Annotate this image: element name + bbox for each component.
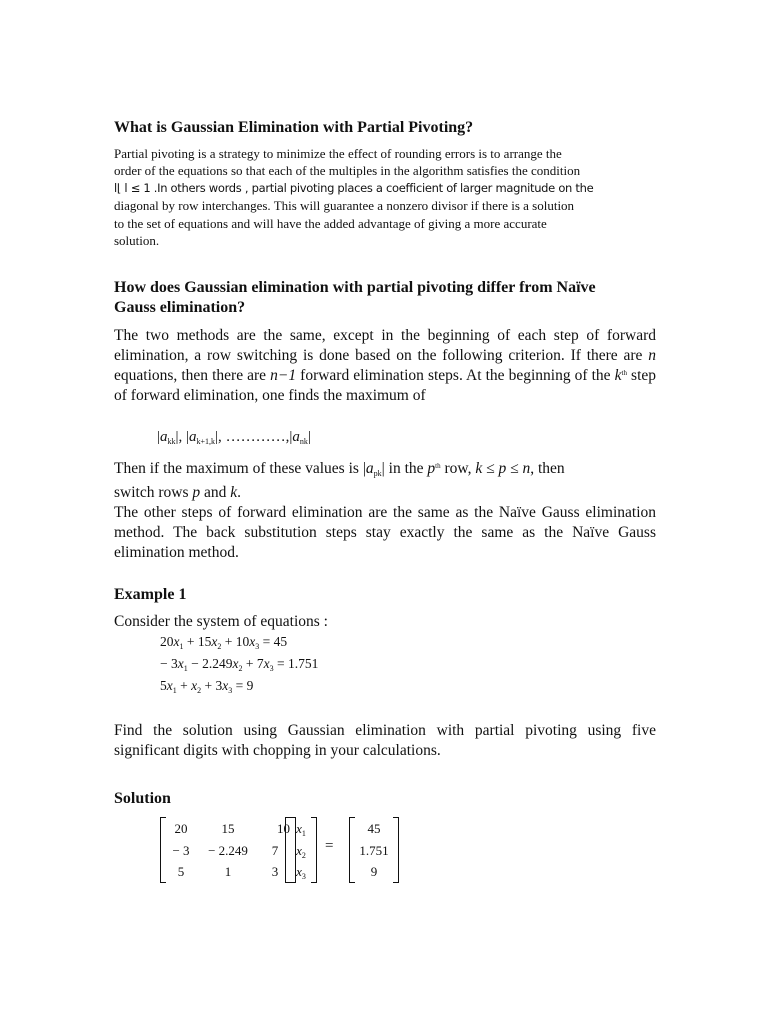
equation-1: $20x_1 + 15x_2 + 10x_3 = 45$ <box>160 634 288 651</box>
ellipsis: ………… <box>225 429 286 445</box>
text: in the <box>384 460 428 477</box>
equals-sign: = <box>325 838 334 854</box>
matrix-cell: 1 <box>224 864 232 880</box>
matrix-cell: 15 <box>221 821 235 836</box>
definition-line: order of the equations so that each of the multiples in the algorithm satisfies the condition <box>114 163 581 179</box>
condition-line <box>114 180 656 197</box>
rhs-vector <box>349 817 399 883</box>
definition-line: to the set of equations and will have the added advantage of giving a more accurate <box>114 215 547 231</box>
matrix-cell: 3 <box>271 864 279 880</box>
math-n: n <box>648 347 656 364</box>
matrix-cell: − 3 <box>172 842 190 858</box>
section-heading-comparison <box>114 278 656 318</box>
superscript: th <box>621 369 627 377</box>
vector-cell: $x_1$ <box>296 821 306 838</box>
equation-3: $5x_1 + x_2 + 3x_3 = 9$ <box>160 678 254 695</box>
example-heading: Example 1 <box>114 586 187 603</box>
pivot-condition: l⌊ l ≤ 1 <box>114 180 151 195</box>
comparison-paragraph <box>114 326 656 406</box>
section-heading-definition: What is Gaussian Elimination with Partial Pivoting? <box>114 119 474 136</box>
text: row, <box>440 460 476 477</box>
equation-system <box>160 631 318 697</box>
heading-line: How does Gaussian elimination with partial pivoting differ from Naïve <box>114 279 596 296</box>
heading-line: Gauss elimination? <box>114 299 246 316</box>
math-a: a <box>160 429 168 445</box>
subscript: pk <box>373 469 382 478</box>
subscript: nk <box>299 437 308 446</box>
text: , then <box>530 460 565 477</box>
vector-cell: $x_2$ <box>296 842 306 860</box>
coefficient-matrix <box>160 817 296 883</box>
subscript: k+1,k <box>196 437 216 446</box>
matrix-cell: 5 <box>177 864 185 880</box>
matrix-cell: 7 <box>271 842 279 858</box>
text: equations, then there are <box>114 367 271 384</box>
solution-heading: Solution <box>114 790 171 807</box>
definition-line: diagonal by row interchanges. This will guarantee a nonzero divisor if there is a solution <box>114 198 575 214</box>
matrix-cell: 20 <box>174 821 188 836</box>
back-substitution-paragraph: The other steps of forward elimination are the same as the Naïve Gauss elimination method. The back substitution steps stay exactly the same as the Naïve Gauss elimination method. <box>114 504 656 561</box>
text: The two methods are the same, except in the beginning of each step of forward elimination, a row switching is done based on the following criterion. If there are <box>114 327 656 364</box>
math-a: a <box>189 429 197 445</box>
vector-cell: 9 <box>370 864 378 880</box>
maximum-list: $|a_{kk}|$, $|a_{k+1,k}|$, $\dots\dots\dots\dots,|a_{nk}|$ <box>157 429 311 446</box>
example-intro: Consider the system of equations : <box>114 613 328 630</box>
definition-paragraph <box>114 145 656 249</box>
text: forward elimination steps. At the beginning of the <box>296 367 615 384</box>
text: and <box>200 484 231 501</box>
math-n-minus-1: n−1 <box>270 367 297 384</box>
equation-2: − $3x_1 - 2.249x_2 + 7x_3 = 1.751$ <box>160 656 319 673</box>
definition-line: solution. <box>114 233 160 249</box>
math-a: a <box>292 429 300 445</box>
math-inequality: k ≤ p ≤ n <box>475 460 531 477</box>
math-a: a <box>365 460 374 477</box>
math-p: p <box>192 484 201 501</box>
vector-cell: 1.751 <box>359 842 389 858</box>
matrix-cell: 10 <box>277 821 290 836</box>
definition-line: Partial pivoting is a strategy to minimize the effect of rounding errors is to arrange the <box>114 146 562 161</box>
pivot-criterion-text: Then if the maximum of these values is $|a_{pk}|$ in the $p^{th}$ row, k ≤ p ≤ n, then switch rows p and k. <box>114 460 565 501</box>
text: Then if the maximum of these values is <box>114 460 363 477</box>
example-task: Find the solution using Gaussian elimination with partial pivoting using five significant digits with chopping in your calculations. <box>114 722 656 759</box>
condition-rest: .In others words , partial pivoting places a coefficient of larger magnitude on the <box>153 180 594 195</box>
math-p: p <box>427 460 436 477</box>
math-k: k <box>614 367 622 384</box>
superscript: th <box>435 462 441 470</box>
math-k: k <box>230 484 238 501</box>
matrix-cell: − 2.249 <box>208 842 248 858</box>
text: step of forward elimination, one finds the maximum of <box>114 367 657 404</box>
vector-cell: $x_3$ <box>296 864 306 882</box>
vector-cell: 45 <box>367 821 381 836</box>
text: switch rows <box>114 484 193 501</box>
unknowns-vector <box>285 817 317 883</box>
subscript: kk <box>167 437 176 446</box>
